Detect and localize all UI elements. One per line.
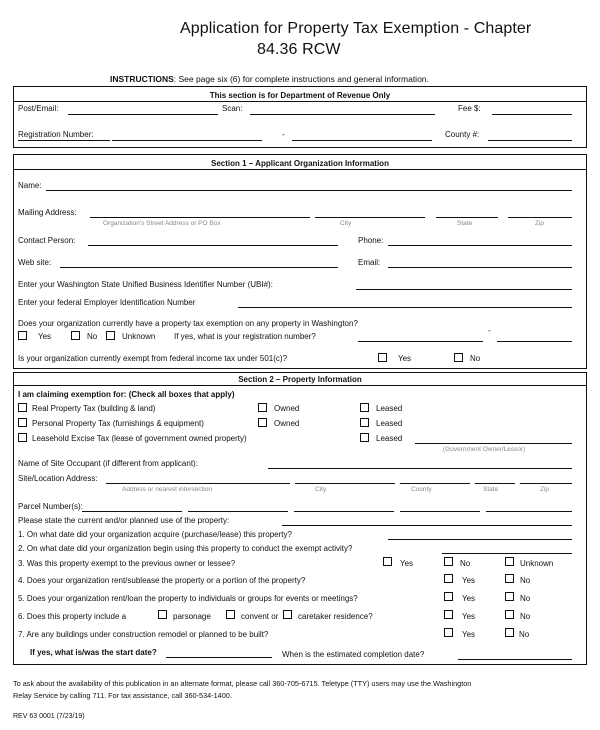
real-leased-checkbox[interactable] (360, 403, 369, 412)
exempt-unknown-checkbox[interactable] (106, 331, 115, 340)
q4-label: 4. Does your organization rent/sublease the property or a portion of the property? (18, 576, 306, 585)
website-label: Web site: (18, 258, 52, 267)
site-city-field[interactable] (295, 483, 395, 484)
site-county-field[interactable] (400, 483, 470, 484)
registration-underline (18, 140, 110, 141)
caretaker-label: caretaker residence? (298, 612, 373, 621)
parcel-field-2[interactable] (188, 511, 288, 512)
parsonage-checkbox[interactable] (158, 610, 167, 619)
occupant-field[interactable] (268, 468, 572, 469)
exempt-yes-checkbox[interactable] (18, 331, 27, 340)
registration-dash: - (282, 130, 285, 139)
mailing-city-field[interactable] (315, 217, 425, 218)
registration-field[interactable] (112, 140, 262, 141)
exempt-reg-field[interactable] (358, 341, 483, 342)
501c-yes-checkbox[interactable] (378, 353, 387, 362)
site-sub-zip: Zip (540, 486, 550, 493)
start-date-field[interactable] (166, 657, 272, 658)
section2-header-divider (13, 385, 587, 386)
convent-checkbox[interactable] (226, 610, 235, 619)
exemption-question: Does your organization currently have a property tax exemption on any property in Washington? (18, 319, 358, 328)
phone-label: Phone: (358, 236, 384, 245)
personal-leased-checkbox[interactable] (360, 418, 369, 427)
q6-no-checkbox[interactable] (505, 610, 514, 619)
county-field[interactable] (488, 140, 572, 141)
real-property-label: Real Property Tax (building & land) (32, 404, 156, 413)
site-sub-address: Address or nearest intersection (122, 486, 212, 493)
convent-label: convent or (241, 612, 279, 621)
site-sub-county: County (411, 486, 432, 493)
q5-no-label: No (520, 594, 531, 603)
start-date-text: If yes, what is/was the start date? (30, 648, 157, 657)
q4-no-checkbox[interactable] (505, 574, 514, 583)
q4-yes-checkbox[interactable] (444, 574, 453, 583)
registration-question: If yes, what is your registration number? (174, 332, 316, 341)
gov-owner-sub: (Government Owner/Lessor) (443, 446, 526, 453)
parcel-label: Parcel Number(s): (18, 502, 83, 511)
county-label: County #: (445, 130, 480, 139)
q7-no-checkbox[interactable] (505, 628, 514, 637)
q3-unknown-checkbox[interactable] (505, 557, 514, 566)
claiming-label: I am claiming exemption for: (Check all boxes that apply) (18, 390, 235, 399)
exempt-reg-field-2[interactable] (497, 341, 572, 342)
ein-label: Enter your federal Employer Identification Number (18, 298, 196, 307)
q5-yes-checkbox[interactable] (444, 592, 453, 601)
q5-no-checkbox[interactable] (505, 592, 514, 601)
site-state-field[interactable] (475, 483, 515, 484)
exempt-yes-label: Yes (38, 332, 52, 341)
fee-field[interactable] (492, 114, 572, 115)
completion-date-field[interactable] (458, 659, 572, 660)
q7-yes-checkbox[interactable] (444, 628, 453, 637)
personal-owned-checkbox[interactable] (258, 418, 267, 427)
email-label: Email: (358, 258, 381, 267)
site-sub-city: City (315, 486, 327, 493)
q6-yes-checkbox[interactable] (444, 610, 453, 619)
parsonage-label: parsonage (173, 612, 211, 621)
q2-field[interactable] (442, 553, 572, 554)
phone-field[interactable] (388, 245, 572, 246)
caretaker-checkbox[interactable] (283, 610, 292, 619)
exempt-unknown-label: Unknown (122, 332, 156, 341)
section1-header: Section 1 – Applicant Organization Information (211, 159, 389, 168)
current-use-field[interactable] (282, 525, 572, 526)
parcel-field-4[interactable] (400, 511, 480, 512)
name-label: Name: (18, 181, 42, 190)
form-title-line2: 84.36 RCW (257, 41, 341, 58)
start-date-label (30, 648, 157, 657)
q1-field[interactable] (388, 539, 572, 540)
q5-yes-label: Yes (462, 594, 476, 603)
real-owned-label: Owned (274, 404, 300, 413)
ubi-field[interactable] (356, 289, 572, 290)
form-title-line1: Application for Property Tax Exemption - Chapter (180, 20, 532, 37)
mailing-zip-field[interactable] (508, 217, 572, 218)
501c-yes-label: Yes (398, 354, 412, 363)
revision-number: REV 63 0001 (7/23/19) (13, 713, 85, 720)
personal-owned-label: Owned (274, 419, 300, 428)
gov-owner-field[interactable] (415, 443, 572, 444)
exempt-reg-dash: - (488, 326, 491, 335)
site-sub-state: State (483, 486, 499, 493)
501c-no-checkbox[interactable] (454, 353, 463, 362)
q3-yes-checkbox[interactable] (383, 557, 392, 566)
q4-yes-label: Yes (462, 576, 476, 585)
mailing-sub-city: City (340, 220, 352, 227)
footer-line2: Relay Service by calling 711. For tax assistance, call 360-534-1400. (13, 691, 232, 700)
mailing-sub-state: State (457, 220, 473, 227)
501c-no-label: No (470, 354, 481, 363)
instructions (110, 74, 429, 84)
website-field[interactable] (60, 267, 338, 268)
leasehold-leased-checkbox[interactable] (360, 433, 369, 442)
contact-field[interactable] (88, 245, 338, 246)
current-use-label: Please state the current and/or planned use of the property: (18, 516, 230, 525)
mailing-sub-zip: Zip (535, 220, 545, 227)
email-field[interactable] (388, 267, 572, 268)
q3-no-checkbox[interactable] (444, 557, 453, 566)
registration-field-2[interactable] (292, 140, 432, 141)
ein-field[interactable] (238, 307, 572, 308)
parcel-field-1[interactable] (82, 511, 182, 512)
q3-label: 3. Was this property exempt to the previous owner or lessee? (18, 559, 236, 568)
q5-label: 5. Does your organization rent/loan the property to individuals or groups for events or meetings? (18, 594, 358, 603)
q7-label: 7. Are any buildings under construction remodel or planned to be built? (18, 630, 269, 639)
occupant-label: Name of Site Occupant (if different from applicant): (18, 459, 198, 468)
fee-label: Fee $: (458, 104, 481, 113)
instructions-text: : See page six (6) for complete instructions and general information. (173, 74, 429, 84)
ubi-label: Enter your Washington State Unified Business Identifier Number (UBI#): (18, 280, 273, 289)
q6-yes-label: Yes (462, 612, 476, 621)
leasehold-leased-label: Leased (376, 434, 403, 443)
q2-label: 2. On what date did your organization begin using this property to conduct the exempt activity? (18, 544, 353, 553)
dor-header: This section is for Department of Revenue Only (209, 91, 391, 100)
q6-label: 6. Does this property include a (18, 612, 127, 621)
completion-date-label: When is the estimated completion date? (282, 650, 425, 659)
q4-no-label: No (520, 576, 531, 585)
q1-label: 1. On what date did your organization acquire (purchase/lease) this property? (18, 530, 292, 539)
q7-yes-label: Yes (462, 630, 476, 639)
postmark-field[interactable] (68, 114, 218, 115)
parcel-field-5[interactable] (486, 511, 572, 512)
footer-line1: To ask about the availability of this publication in an alternate format, please call 360-705-6715. Teletype (TTY) users may use the Washington (13, 679, 472, 688)
postmark-label: Post/Email: (18, 104, 59, 113)
mailing-street-field[interactable] (90, 217, 310, 218)
contact-label: Contact Person: (18, 236, 76, 245)
exempt-no-checkbox[interactable] (71, 331, 80, 340)
section1-header-divider (13, 169, 587, 170)
q6-no-label: No (520, 612, 531, 621)
parcel-field-3[interactable] (294, 511, 394, 512)
exempt-no-label: No (87, 332, 98, 341)
real-owned-checkbox[interactable] (258, 403, 267, 412)
site-label: Site/Location Address: (18, 474, 98, 483)
leasehold-label: Leasehold Excise Tax (lease of government owned property) (32, 434, 247, 443)
registration-label: Registration Number: (18, 130, 94, 139)
real-property-checkbox[interactable] (18, 403, 27, 412)
scan-label: Scan: (222, 104, 243, 113)
site-zip-field[interactable] (520, 483, 572, 484)
section2-header: Section 2 – Property Information (238, 375, 362, 384)
q3-no-label: No (460, 559, 471, 568)
personal-property-label: Personal Property Tax (furnishings & equipment) (32, 419, 204, 428)
mailing-label: Mailing Address: (18, 208, 77, 217)
real-leased-label: Leased (376, 404, 403, 413)
q7-no-label: No (519, 630, 530, 639)
personal-property-checkbox[interactable] (18, 418, 27, 427)
mailing-sub-street: Organization's Street Address or PO Box (103, 220, 221, 227)
name-field[interactable] (46, 190, 572, 191)
q3-yes-label: Yes (400, 559, 414, 568)
instructions-label: INSTRUCTIONS (110, 74, 174, 84)
leasehold-checkbox[interactable] (18, 433, 27, 442)
dor-header-divider (13, 101, 587, 102)
mailing-state-field[interactable] (436, 217, 498, 218)
q3-unknown-label: Unknown (520, 559, 554, 568)
personal-leased-label: Leased (376, 419, 403, 428)
site-address-field[interactable] (106, 483, 290, 484)
501c-question: Is your organization currently exempt from federal income tax under 501(c)? (18, 354, 288, 363)
scan-field[interactable] (250, 114, 435, 115)
